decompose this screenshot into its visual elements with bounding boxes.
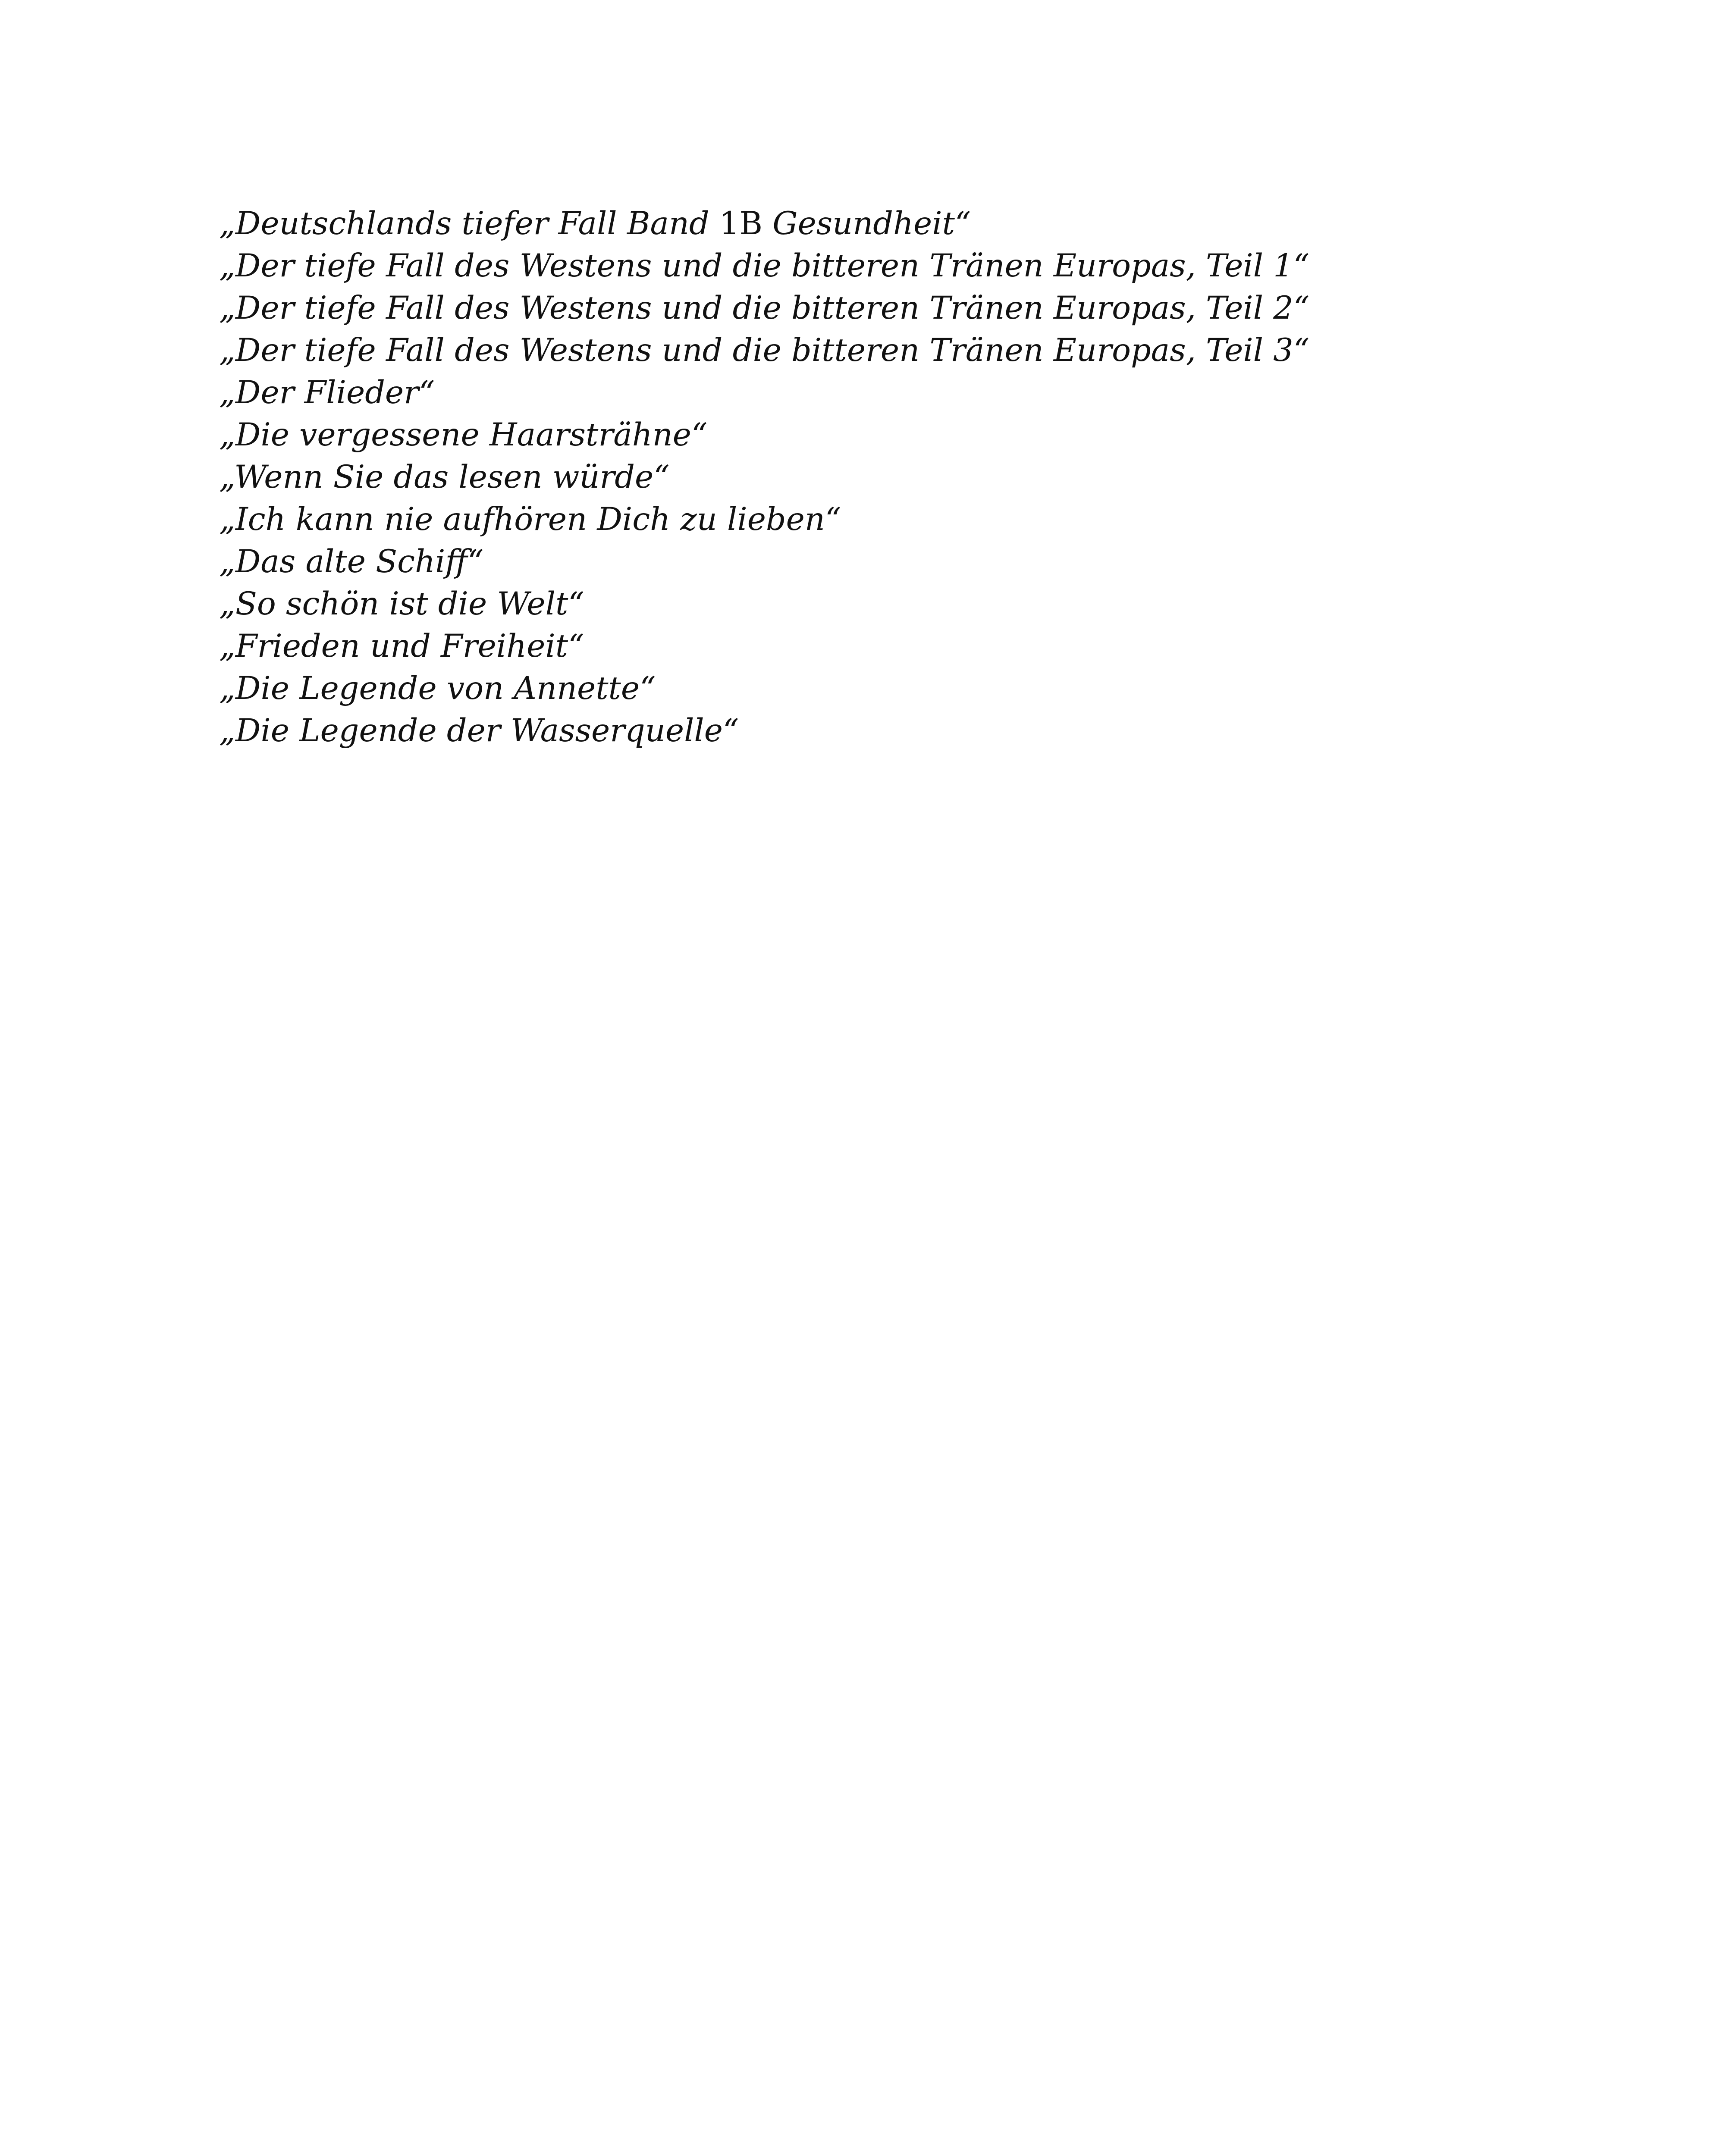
title-line-5: „Der Flieder“ <box>219 374 435 411</box>
title-line-11: „Frieden und Freiheit“ <box>219 628 584 664</box>
title-line-1-volume-mark: 1B <box>719 205 763 242</box>
title-line-10: „So schön ist die Welt“ <box>219 586 584 622</box>
title-line-1-end: Gesundheit“ <box>762 205 971 242</box>
title-line-13: „Die Legende der Wasserquelle“ <box>219 712 739 749</box>
title-line-12: „Die Legende von Annette“ <box>219 670 656 707</box>
title-line-3: „Der tiefe Fall des Westens und die bitteren Tränen Europas, Teil 2“ <box>219 290 1310 326</box>
title-line-4: „Der tiefe Fall des Westens und die bitteren Tränen Europas, Teil 3“ <box>219 332 1310 369</box>
title-line-7: „Wenn Sie das lesen würde“ <box>219 459 670 495</box>
title-line-2: „Der tiefe Fall des Westens und die bitteren Tränen Europas, Teil 1“ <box>219 248 1310 284</box>
title-line-8: „Ich kann nie aufhören Dich zu lieben“ <box>219 501 841 538</box>
title-line-6: „Die vergessene Haarsträhne“ <box>219 417 708 453</box>
title-line-1 <box>219 203 1556 245</box>
title-line-1-start: „Deutschlands tiefer Fall Band <box>219 205 719 242</box>
title-line-9: „Das alte Schiff“ <box>219 543 484 580</box>
title-list <box>219 203 1556 752</box>
